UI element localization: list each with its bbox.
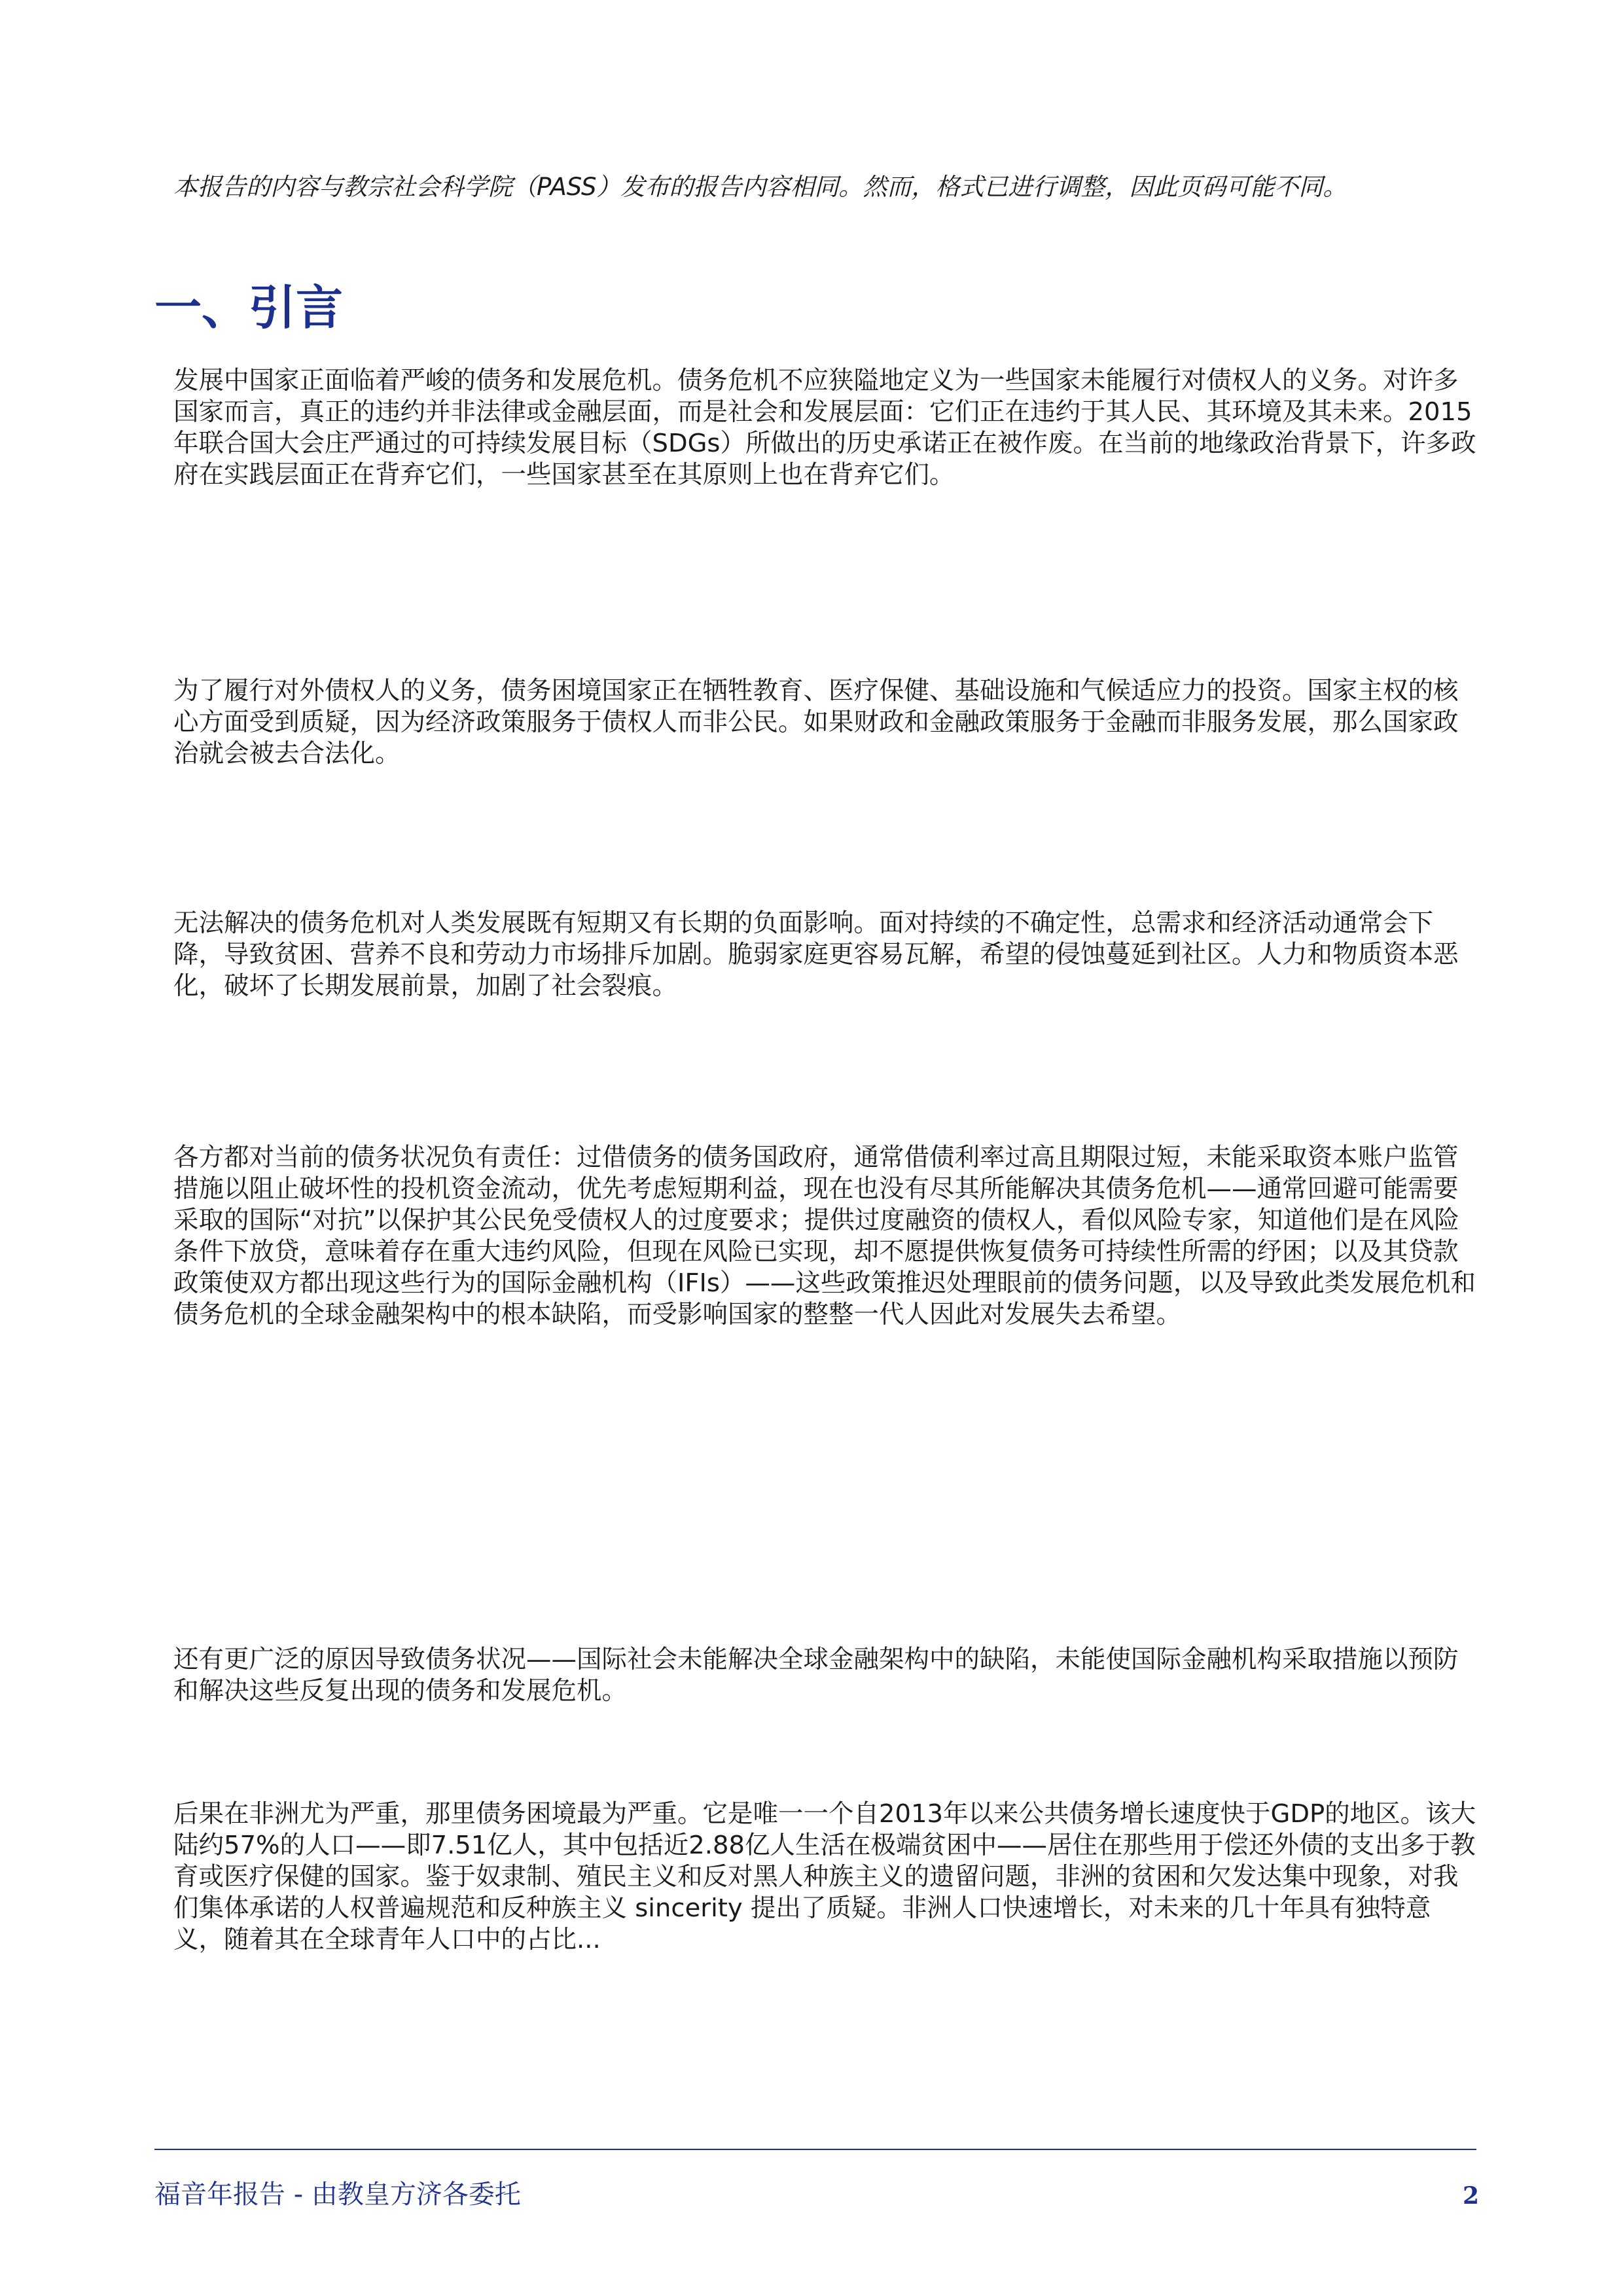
paragraph: 各方都对当前的债务状况负有责任：过借债务的债务国政府，通常借债利率过高且期限过短，未能采取资本账户监管措施以阻止破坏性的投机资金流动，优先考虑短期利益，现在也没有尽其所能解决其债务危机——通常回避可能需要采取的国际“对抗”以保护其公民免受债权人的过度要求；提供过度融资的债权人，看似风险专家，知道他们是在风险条件下放贷，意味着存在重大违约风险，但现在风险已实现，却不愿提供恢复债务可持续性所需的纾困；以及其贷款政策使双方都出现这些行为的国际金融机构（IFIs）——这些政策推迟处理眼前的债务问题，以及导致此类发展危机和债务危机的全球金融架构中的根本缺陷，而受影响国家的整整一代人因此对发展失去希望。: [173, 1143, 1476, 1329]
paragraph: 后果在非洲尤为严重，那里债务困境最为严重。它是唯一一个自2013年以来公共债务增长速度快于GDP的地区。该大陆约57%的人口——即7.51亿人，其中包括近2.88亿人生活在极端贫困中——居住在那些用于偿还外债的支出多于教育或医疗保健的国家。鉴于奴隶制、殖民主义和反对黑人种族主义的遗留问题，非洲的贫困和欠发达集中现象，对我们集体承诺的人权普遍规范和反种族主义 sincerity 提出了质疑。非洲人口快速增长，对未来的几十年具有独特意义，随着其在全球青年人口中的占比...: [173, 1799, 1476, 1954]
section-heading: 一、引言: [154, 280, 344, 335]
paragraph: 无法解决的债务危机对人类发展既有短期又有长期的负面影响。面对持续的不确定性，总需求和经济活动通常会下降，导致贫困、营养不良和劳动力市场排斥加剧。脆弱家庭更容易瓦解，希望的侵蚀蔓延到社区。人力和物质资本恶化，破坏了长期发展前景，加剧了社会裂痕。: [173, 908, 1459, 1001]
footer-title: 福音年报告 - 由教皇方济各委托: [154, 2179, 521, 2210]
paragraph: 发展中国家正面临着严峻的债务和发展危机。债务危机不应狭隘地定义为一些国家未能履行对债权人的义务。对许多国家而言，真正的违约并非法律或金融层面，而是社会和发展层面：它们正在违约于其人民、其环境及其未来。2015年联合国大会庄严通过的可持续发展目标（SDGs）所做出的历史承诺正在被作废。在当前的地缘政治背景下，许多政府在实践层面正在背弃它们，一些国家甚至在其原则上也在背弃它们。: [173, 366, 1476, 490]
report-format-note: 本报告的内容与教宗社会科学院（PASS）发布的报告内容相同。然而，格式已进行调整，因此页码可能不同。: [173, 173, 1347, 201]
paragraph: 还有更广泛的原因导致债务状况——国际社会未能解决全球金融架构中的缺陷，未能使国际金融机构采取措施以预防和解决这些反复出现的债务和发展危机。: [173, 1645, 1459, 1706]
paragraph: 为了履行对外债权人的义务，债务困境国家正在牺牲教育、医疗保健、基础设施和气候适应力的投资。国家主权的核心方面受到质疑，因为经济政策服务于债权人而非公民。如果财政和金融政策服务于金融而非服务发展，那么国家政治就会被去合法化。: [173, 676, 1459, 768]
footer-divider: [154, 2149, 1476, 2150]
page-number: 2: [1462, 2182, 1479, 2210]
